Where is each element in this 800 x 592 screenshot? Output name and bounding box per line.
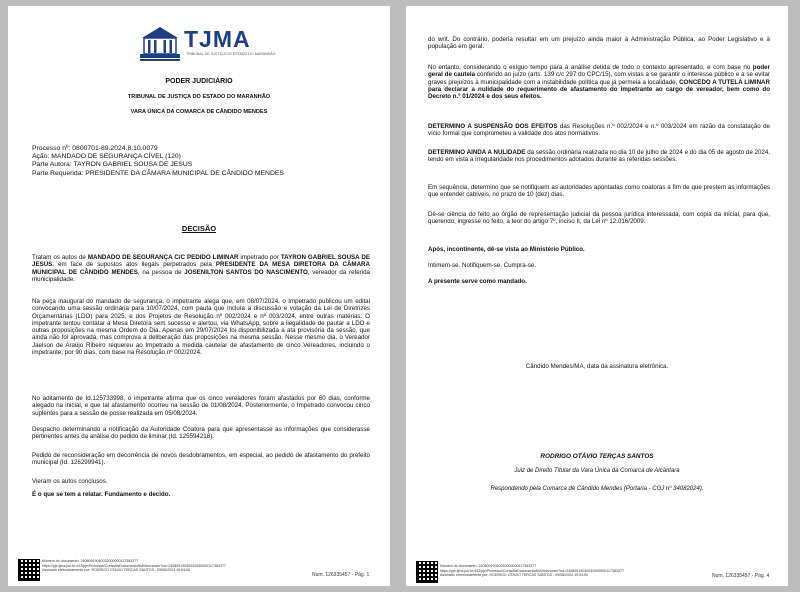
p1-text-e: , na pessoa de: [137, 268, 185, 276]
signer-role-1: Juiz de Direito Titular da Vara Única da Comarca de Alcântara: [514, 468, 680, 474]
p2-paragraph-5: Em sequência, determino que se notifiquem as autoridades apontadas como coatoras a fim de que prestem as informações que entender cabíveis, no prazo de 10 (dez) dias.: [428, 184, 770, 199]
footer-signature: Assinado eletronicamente por: RODRIGO OTAVIO TERCAS SANTOS - 09/08/2024 19:04:00: [42, 568, 191, 573]
p2-2-text-c: conferido ao juízo (arts. 139 c/c 297 do CPC/15), com vistas a se garantir o interesse público e a se evitar graves prejuízos à municipalidade com a instabilidade política que já permeia a localidade,: [428, 71, 770, 86]
header-poder-judiciario: PODER JUDICIÁRIO: [165, 78, 233, 85]
parte-autora: Parte Autora: TAYRON GABRIEL SOUSA DE JESUS: [32, 161, 193, 169]
processo-number: Processo nº: 0800701-89.2024.8.10.0079: [32, 145, 158, 152]
paragraph-4: Despacho determinando a notificação da Autoridade Coatora para que apresentasse as informações que considerasse pertinentes antes da análise do pedido de liminar (Id. 125594218).: [32, 426, 370, 441]
paragraph-1: [32, 254, 370, 283]
page-number-2: Num. 126335457 - Pág. 4: [712, 573, 770, 579]
header-tribunal: TRIBUNAL DE JUSTIÇA DO ESTADO DO MARANHÃO: [127, 94, 271, 100]
p1-bold-4: JOSENILTON SANTOS DO NASCIMENTO: [184, 268, 308, 276]
footer-url-2: https://pje.tjma.jus.br:443/pje/Processo/ConsultaDocumento/listView.seam?nd=24080919040032000000117383377: [440, 568, 624, 573]
p2-paragraph-3: [428, 123, 770, 138]
paragraph-6: Vieram os autos conclusos.: [32, 478, 108, 485]
p2-2-text-a: No entanto, considerando o exíguo tempo para a análise detida de todo o contexto apresentado, e com base no: [428, 64, 753, 71]
p2-2-bold-2: CONCEDO A TUTELA LIMINAR para declarar a nulidade do requerimento de afastamento do impetrante ao cargo de vereador, bem como do Decreto n.º 01/2024 e dos seus efeitos.: [428, 78, 770, 101]
p2-3-bold: DETERMINO A SUSPENSÃO DOS EFEITOS: [428, 123, 558, 130]
paragraph-7: É o que se tem a relatar. Fundamento e decido.: [32, 491, 171, 498]
p2-paragraph-8: Intimem-se. Notifiquem-se. Cumpra-se.: [428, 262, 536, 269]
footer-info: [42, 559, 226, 573]
p2-paragraph-7: Após, incontinente, dê-se vista ao Ministério Público.: [428, 246, 585, 253]
p1-text-a: Tratam os autos de: [32, 254, 88, 261]
p2-4-bold: DETERMINO AINDA A NULIDADE: [428, 149, 526, 156]
page-title: DECISÃO: [181, 224, 217, 233]
signer-name: RODRIGO OTÁVIO TERÇAS SANTOS: [540, 453, 654, 460]
p2-2-bold-1: poder geral de cautela: [428, 64, 770, 79]
p1-text-f: , vereador da referida municipalidade.: [32, 268, 370, 283]
p2-paragraph-6: Dê-se ciência do feito ao órgão de representação judicial da pessoa jurídica interessada, com cópia da inicial, para que, querendo, ingresse no feito, a teor do artigo 7º, inciso II, da Lei nº 12.016/2009.: [428, 211, 770, 226]
p2-paragraph-9: A presente serve como mandado.: [428, 278, 527, 285]
place-date: Cândido Mendes/MA, data da assinatura eletrônica.: [525, 363, 669, 370]
tjma-logo-text: TJMA: [184, 26, 251, 52]
document-page-2: [406, 6, 788, 586]
footer-doc-number: Número do documento: 24080919040032000000117383377: [42, 559, 139, 563]
acao: Ação: MANDADO DE SEGURANÇA CÍVEL (120): [32, 153, 181, 161]
tjma-logo-subtext: TRIBUNAL DE JUSTIÇA DO ESTADO DO MARANHÃO: [186, 52, 276, 56]
p2-paragraph-4: [428, 149, 770, 164]
p1-text-c: impetrado por: [238, 254, 281, 261]
p1-bold-1: MANDADO DE SEGURANÇA C/C PEDIDO LIMINAR: [87, 254, 239, 261]
case-info: [32, 145, 372, 178]
footer-info-2: [440, 564, 624, 578]
court-crest-icon: [138, 24, 182, 64]
p1-text-d: , em face de supostos atos ilegais perpetrados pela: [52, 261, 216, 269]
footer-url: https://pje.tjma.jus.br:443/pje/Processo/ConsultaDocumento/listView.seam?nd=24080919040032000000117383377: [42, 563, 226, 568]
p1-bold-3: PRESIDENTE DA MESA DIRETORA DA CÂMARA MUNICIPAL DE CÂNDIDO MENDES: [32, 261, 370, 276]
footer-signature-2: Assinado eletronicamente por: RODRIGO OTAVIO TERCAS SANTOS - 09/08/2024 19:04:00: [440, 573, 589, 578]
header-vara: VARA ÚNICA DA COMARCA DE CÂNDIDO MENDES: [130, 109, 268, 115]
p2-paragraph-1: do writ. Do contrário, poderia resultar em um prejuízo ainda maior à Administração Pública, ao Poder Legislativo e à população em geral.: [428, 36, 770, 51]
paragraph-3: No aditamento de Id.125733998, o impetrante afirma que os cinco vereadores foram afastados por 60 dias, conforme alegado na inicial, e que tal afastamento ocorreu na sessão de 01/08/2024. Posteriormente, o Impetrado convocou cinco suplentes para a sessão de posse realizada em 05/08/2024.: [32, 395, 370, 417]
p2-paragraph-2: [428, 64, 770, 100]
document-page-1: [8, 6, 390, 586]
p2-4-text: da sessão ordinária realizada no dia 10 de julho de 2024 e do dia 05 de agosto de 2024, tendo em vista a irregularidade nos procedimentos adotados durante as referidas sessões.: [428, 149, 770, 164]
page-number: Num. 126335457 - Pág. 1: [312, 572, 370, 578]
parte-requerida: Parte Requerida: PRESIDENTE DA CÂMARA MUNICIPAL DE CÂNDIDO MENDES: [32, 169, 284, 177]
footer-doc-number-2: Número do documento: 24080919040032000000117383377: [440, 564, 537, 568]
paragraph-2: Na peça inaugural do mandado de segurança, o impetrante alega que, em 08/07/2024, o Impetrado publicou um edital convocando uma sessão ordinária para 10/07/2024, com pauta que incluía a discussão e votação da Lei de Diretrizes Orçamentárias (LDO) para 2025, e dos Projetos de Resolução nº 002/2024 e nº 003/2024, entre outras matérias. O impetrante tentou contatar a Mesa Diretora sem sucesso e alertou, via WhatsApp, sobre a ilegalidade de pautar a LDO e outras proposições na mesma Ordem do Dia. Apenas em 29/07/2024 foi disponibilizada a ata provisória da sessão, que ainda não foi aprovada, mas comprova a deliberação das proposições na mesma sessão. Nesse mesmo dia, o Vereador Jaelson de Araújo Ribeiro requereu ao Impetrado a medida cautelar de afastamento de cinco Vereadores, incluindo o impetrante, por 90 dias, com base na Resolução nº 002/2024.: [32, 298, 370, 357]
signer-role-2: Respondendo pela Comarca de Cândido Mendes (Portaria - CGJ nº 34082024).: [490, 486, 704, 492]
p1-bold-2: TAYRON GABRIEL SOUSA DE JESUS: [32, 254, 370, 269]
paragraph-5: Pedido de reconsideração em decorrência de novos desdobramentos, em especial, ao pedido de afastamento do prefeito municipal (Id. 126299941).: [32, 452, 370, 467]
p2-3-text: das Resoluções n.º 002/2024 e n.º 003/2024 em razão da constatação de vício formal que comprometeu a validade dos atos normativos.: [428, 123, 770, 138]
qr-code-icon: [18, 559, 40, 581]
qr-code-icon: [416, 561, 438, 583]
